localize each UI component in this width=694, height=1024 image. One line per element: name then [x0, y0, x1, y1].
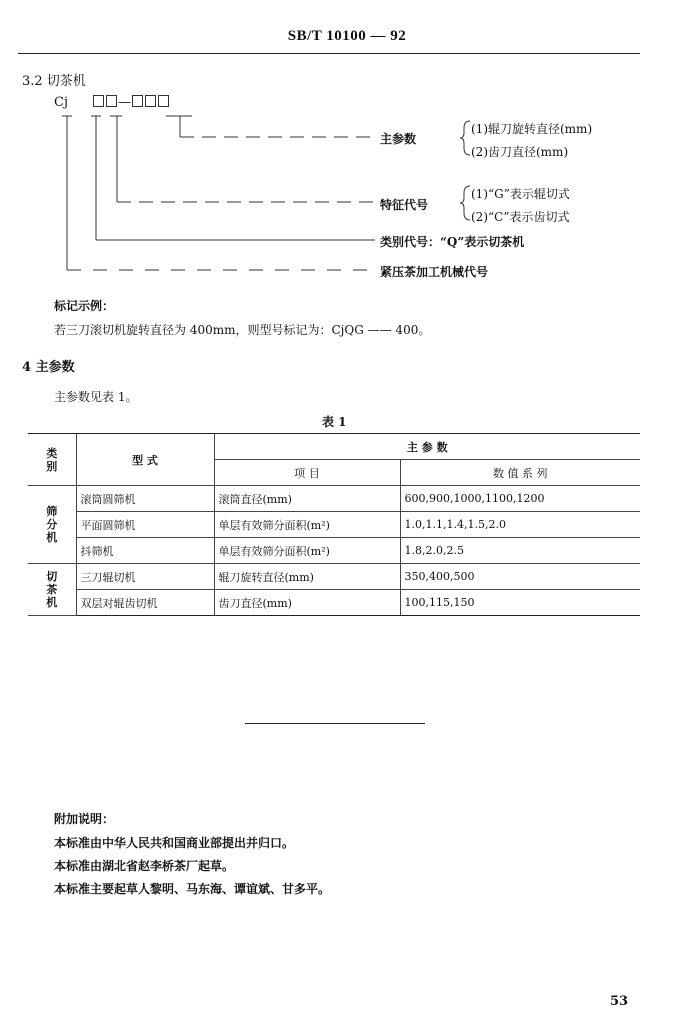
brace-shapes [460, 121, 470, 220]
main-param-option-2: (2)齿刀直径(mm) [471, 145, 569, 159]
header-item: 项 目 [214, 460, 400, 486]
category-cell: 筛 分 机 [28, 486, 76, 564]
table-row [28, 512, 640, 538]
section-4-intro: 主参数见表 1。 [54, 390, 138, 404]
type-cell: 双层对辊齿切机 [76, 590, 214, 616]
feature-code-option-1: (1)“G”表示辊切式 [471, 187, 570, 201]
category-cell: 切 茶 机 [28, 564, 76, 616]
table-header-row [28, 434, 640, 460]
model-dash: — [118, 95, 132, 110]
values-cell: 100,115,150 [400, 590, 640, 616]
end-rule [245, 723, 425, 724]
category-code: 类别代号：“Q”表示切茶机 [380, 235, 525, 249]
table-row [28, 564, 640, 590]
item-cell: 齿刀直径(mm) [214, 590, 400, 616]
standard-code: SB/T 10100 — 92 [287, 28, 407, 44]
values-cell: 350,400,500 [400, 564, 640, 590]
table-row [28, 538, 640, 564]
table-row [28, 486, 640, 512]
item-cell: 单层有效筛分面积(m²) [214, 538, 400, 564]
section-3-2-heading: 3.2 切茶机 [22, 74, 86, 89]
type-cell: 滚筒圆筛机 [76, 486, 214, 512]
notes-line: 本标准由湖北省赵李桥茶厂起草。 [54, 859, 235, 873]
example-text: 若三刀滚切机旋转直径为 400mm，则型号标记为：CjQG —— 400。 [54, 323, 431, 337]
example-title: 标记示例： [54, 299, 115, 313]
item-cell: 单层有效筛分面积(m²) [214, 512, 400, 538]
values-cell: 1.0,1.1,1.4,1.5,2.0 [400, 512, 640, 538]
table-title: 表 1 [322, 415, 347, 429]
type-cell: 三刀辊切机 [76, 564, 214, 590]
main-parameter-table [28, 433, 640, 616]
notes-line: 本标准主要起草人黎明、马东海、谭谊斌、甘多平。 [54, 882, 331, 896]
notes-title: 附加说明： [54, 812, 115, 826]
header-category: 类 别 [28, 434, 76, 486]
values-cell: 1.8,2.0,2.5 [400, 538, 640, 564]
main-param-option-1: (1)辊刀旋转直径(mm) [471, 122, 593, 136]
model-prefix: Cj [54, 95, 68, 110]
type-cell: 抖筛机 [76, 538, 214, 564]
item-cell: 滚筒直径(mm) [214, 486, 400, 512]
model-code-leader-lines [0, 0, 694, 300]
header-values: 数 值 系 列 [400, 460, 640, 486]
type-cell: 平面圆筛机 [76, 512, 214, 538]
values-cell: 600,900,1000,1100,1200 [400, 486, 640, 512]
notes-line: 本标准由中华人民共和国商业部提出并归口。 [54, 836, 295, 850]
main-param-label: 主参数 [380, 132, 417, 146]
header-main: 主 参 数 [214, 434, 640, 460]
section-4-heading: 4 主参数 [22, 360, 75, 375]
feature-code-label: 特征代号 [380, 198, 429, 212]
header-type: 型 式 [76, 434, 214, 486]
item-cell: 辊刀旋转直径(mm) [214, 564, 400, 590]
feature-code-option-2: (2)“C”表示齿切式 [471, 210, 570, 224]
page-number: 53 [610, 994, 629, 1009]
machine-code: 紧压茶加工机械代号 [380, 265, 489, 279]
table-row [28, 590, 640, 616]
